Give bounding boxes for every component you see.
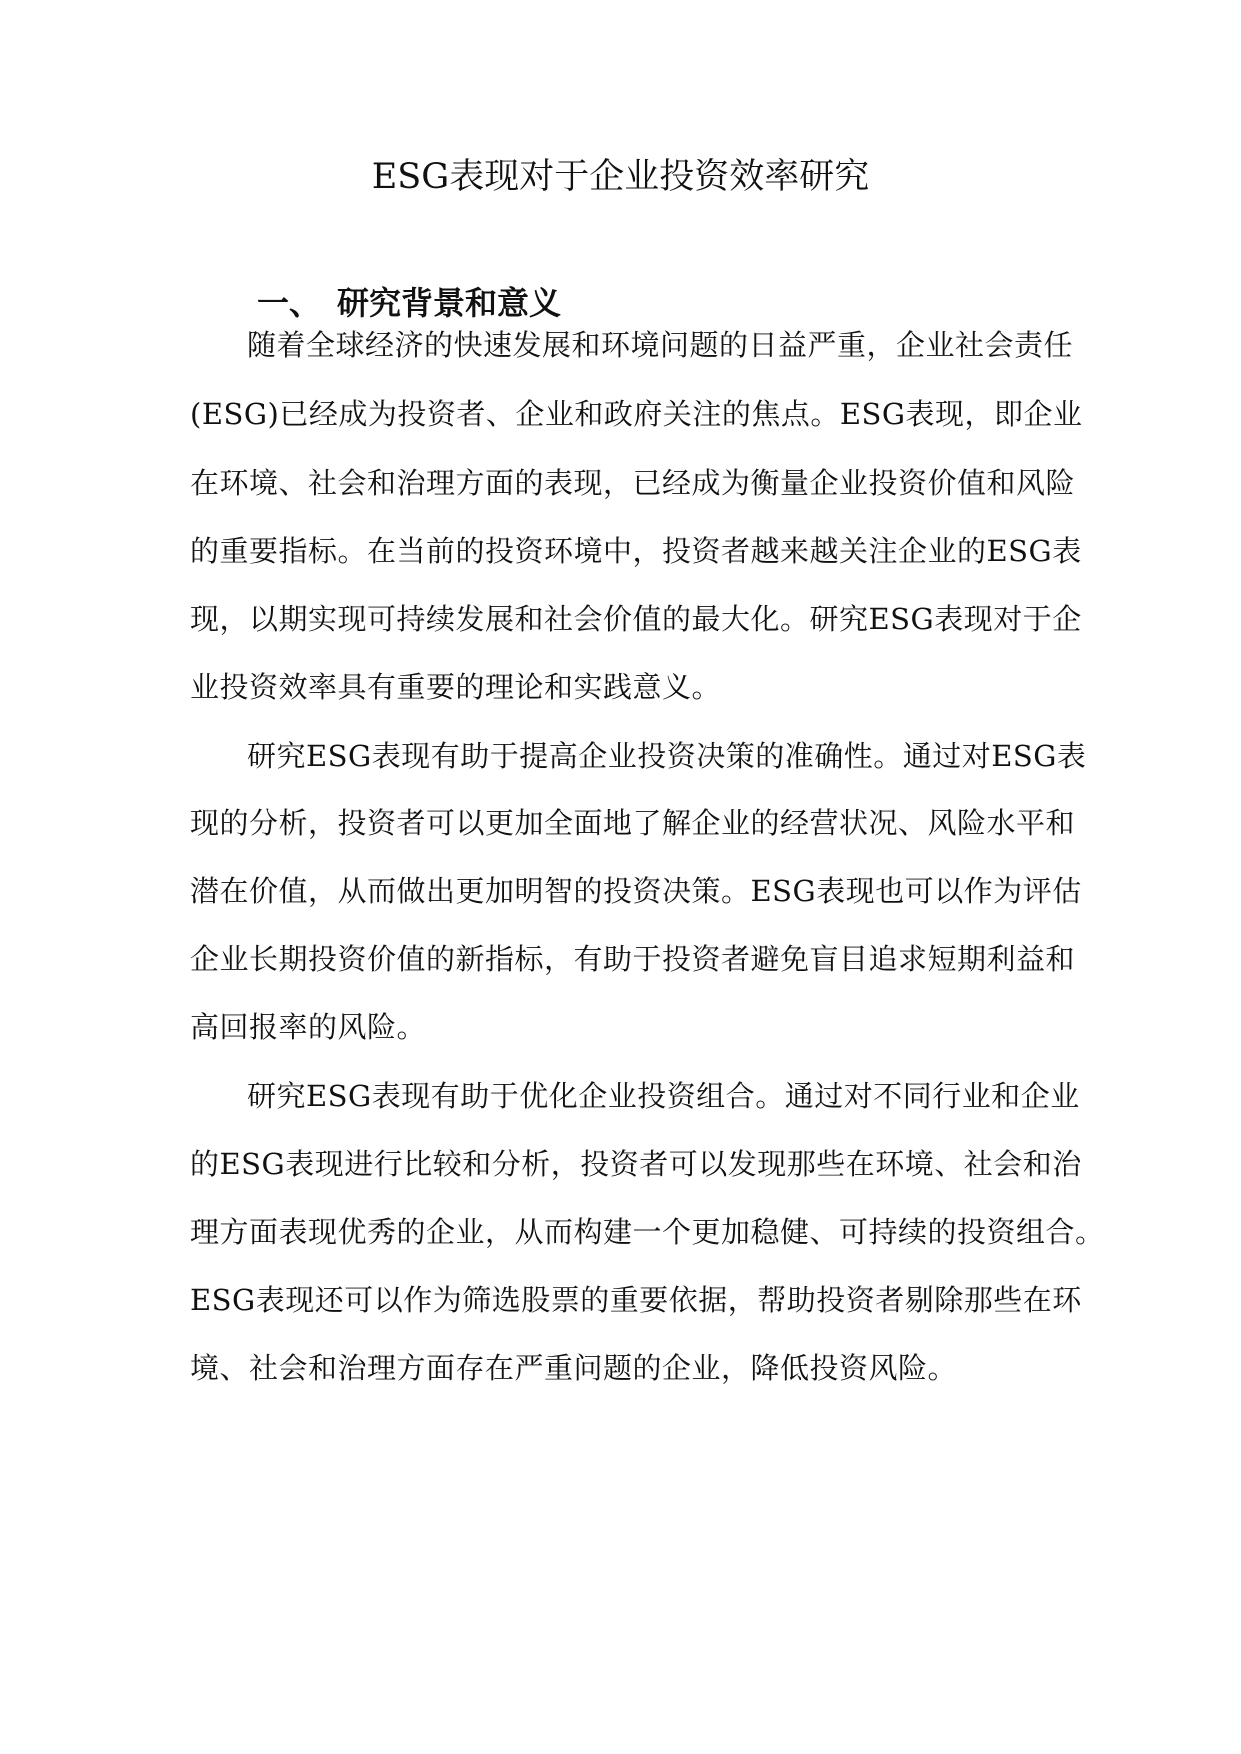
paragraph-1-line-3: 在环境、社会和治理方面的表现，已经成为衡量企业投资价值和风险 [190, 466, 1076, 500]
paragraph-1-line-2: (ESG)已经成为投资者、企业和政府关注的焦点。ESG表现，即企业 [190, 397, 1083, 431]
section-number: 一、 [257, 284, 322, 322]
document-title: ESG表现对于企业投资效率研究 [371, 157, 870, 197]
paragraph-2-line-1: 研究ESG表现有助于提高企业投资决策的准确性。通过对ESG表 [247, 739, 1087, 773]
paragraph-1-line-1: 随着全球经济的快速发展和环境问题的日益严重，企业社会责任 [247, 328, 1074, 362]
paragraph-1-line-4: 的重要指标。在当前的投资环境中，投资者越来越关注企业的ESG表 [190, 534, 1082, 568]
paragraph-2-line-4: 企业长期投资价值的新指标，有助于投资者避免盲目追求短期利益和 [190, 942, 1076, 976]
section-title: 研究背景和意义 [337, 284, 562, 322]
paragraph-3-line-5: 境、社会和治理方面存在严重问题的企业，降低投资风险。 [190, 1351, 958, 1385]
paragraph-2-line-5: 高回报率的风险。 [190, 1010, 427, 1044]
paragraph-2-line-2: 现的分析，投资者可以更加全面地了解企业的经营状况、风险水平和 [190, 806, 1076, 840]
paragraph-3-line-3: 理方面表现优秀的企业，从而构建一个更加稳健、可持续的投资组合。 [190, 1215, 1105, 1249]
paragraph-3-line-1: 研究ESG表现有助于优化企业投资组合。通过对不同行业和企业 [247, 1079, 1080, 1113]
paragraph-1-line-5: 现，以期实现可持续发展和社会价值的最大化。研究ESG表现对于企 [190, 602, 1082, 636]
section-heading [257, 281, 561, 325]
paragraph-2-line-3: 潜在价值，从而做出更加明智的投资决策。ESG表现也可以作为评估 [190, 874, 1082, 908]
paragraph-3-line-4: ESG表现还可以作为筛选股票的重要依据，帮助投资者剔除那些在环 [190, 1283, 1082, 1317]
paragraph-3-line-2: 的ESG表现进行比较和分析，投资者可以发现那些在环境、社会和治 [190, 1147, 1082, 1181]
paragraph-1-line-6: 业投资效率具有重要的理论和实践意义。 [190, 670, 722, 704]
